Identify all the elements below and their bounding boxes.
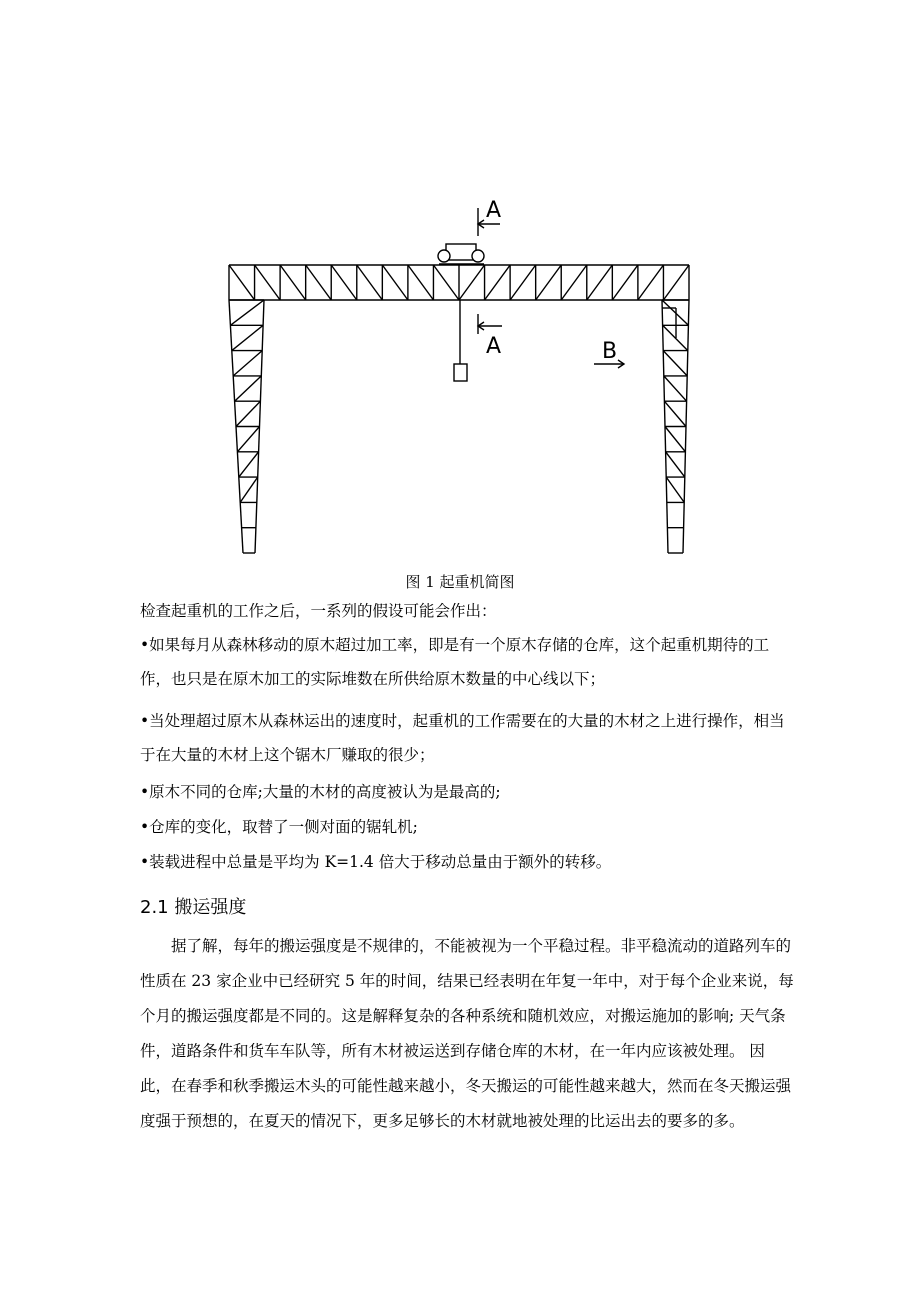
right-leg-diagonal (666, 477, 684, 502)
bullet-item-5: •装载进程中总量是平均为 K=1.4 倍大于移动总量由于额外的转移。 (140, 853, 612, 871)
girder-diagonal (433, 265, 459, 300)
left-leg-diagonal (237, 427, 259, 452)
section-marker-a-bottom (478, 314, 502, 334)
trolley (438, 244, 484, 264)
label-b: B (602, 339, 618, 364)
right-leg-diagonal (662, 300, 688, 325)
body-paragraph: 据了解，每年的搬运强度是不规律的，不能被视为一个平稳过程。非平稳流动的道路列车的性质在 23 家企业中已经研究 5 年的时间，结果已经表明在年复一年中，对于每个企业来说，每个月的搬运强度都是不同的。这是解释复杂的各种系统和随机效应，对搬运施加的影响; 天气条件，道路条件和货车车队等，所有木材被运送到存储仓库的木材，在一年内应该被处理。 因此，在春季和秋季搬运木头的可能性越来越小，冬天搬运的可能性越来越大，然而在冬天搬运强度强于预想的，在夏天的情况下，更多足够长的木材就地被处理的比运出去的要多的多。 (140, 937, 794, 1130)
left-leg-diagonal (235, 376, 262, 401)
bullet-item-2: •当处理超过原木从森林运出的速度时，起重机的工作需要在的大量的木材之上进行操作，相当于在大量的木材上这个锯木厂赚取的很少； (140, 712, 785, 764)
girder-diagonal (638, 265, 664, 300)
girder-diagonal (459, 265, 485, 300)
girder-diagonal (485, 265, 511, 300)
girder-diagonal (306, 265, 332, 300)
left-leg-diagonal (239, 452, 259, 477)
girder-diagonal (663, 265, 689, 300)
girder-diagonal (612, 265, 638, 300)
left-leg-diagonal (232, 325, 263, 350)
girder-diagonal (280, 265, 306, 300)
left-leg-diagonal (236, 401, 260, 426)
intro-paragraph: 检查起重机的工作之后，一系列的假设可能会作出： (140, 602, 497, 620)
girder-diagonal (510, 265, 536, 300)
right-leg-diagonal (664, 401, 686, 426)
label-a-top: A (486, 198, 502, 223)
section-heading: 2.1 搬运强度 (140, 897, 247, 918)
left-leg-diagonal (240, 477, 258, 502)
girder-diagonal (587, 265, 613, 300)
bullet-item-3: •原木不同的仓库;大量的木材的高度被认为是最高的; (140, 783, 501, 801)
right-leg-diagonal (663, 351, 687, 376)
bullet-item-1: •如果每月从森林移动的原木超过加工率，即是有一个原木存储的仓库，这个起重机期待的工作，也只是在原木加工的实际堆数在所供给原木数量的中心线以下； (140, 636, 770, 688)
right-leg-diagonal (663, 325, 688, 350)
girder-diagonal (382, 265, 408, 300)
girder-diagonal (331, 265, 357, 300)
right-leg-diagonal (664, 376, 687, 401)
girder-diagonal (255, 265, 281, 300)
girder-diagonal (357, 265, 383, 300)
right-leg-diagonal (665, 427, 685, 452)
right-leg-diagonal (666, 452, 685, 477)
girder-diagonal (536, 265, 562, 300)
left-leg-diagonal (230, 300, 264, 325)
girder-diagonal (408, 265, 434, 300)
girder-diagonal (229, 265, 255, 300)
label-a-bottom: A (486, 334, 502, 359)
bullet-item-4: •仓库的变化，取替了一侧对面的锯轧机; (140, 818, 418, 836)
load-block (454, 364, 467, 381)
left-leg-diagonal (233, 351, 262, 376)
girder-diagonal (561, 265, 587, 300)
gantry-crane-diagram (0, 0, 920, 570)
figure-caption: 图 1 起重机简图 (405, 573, 515, 591)
